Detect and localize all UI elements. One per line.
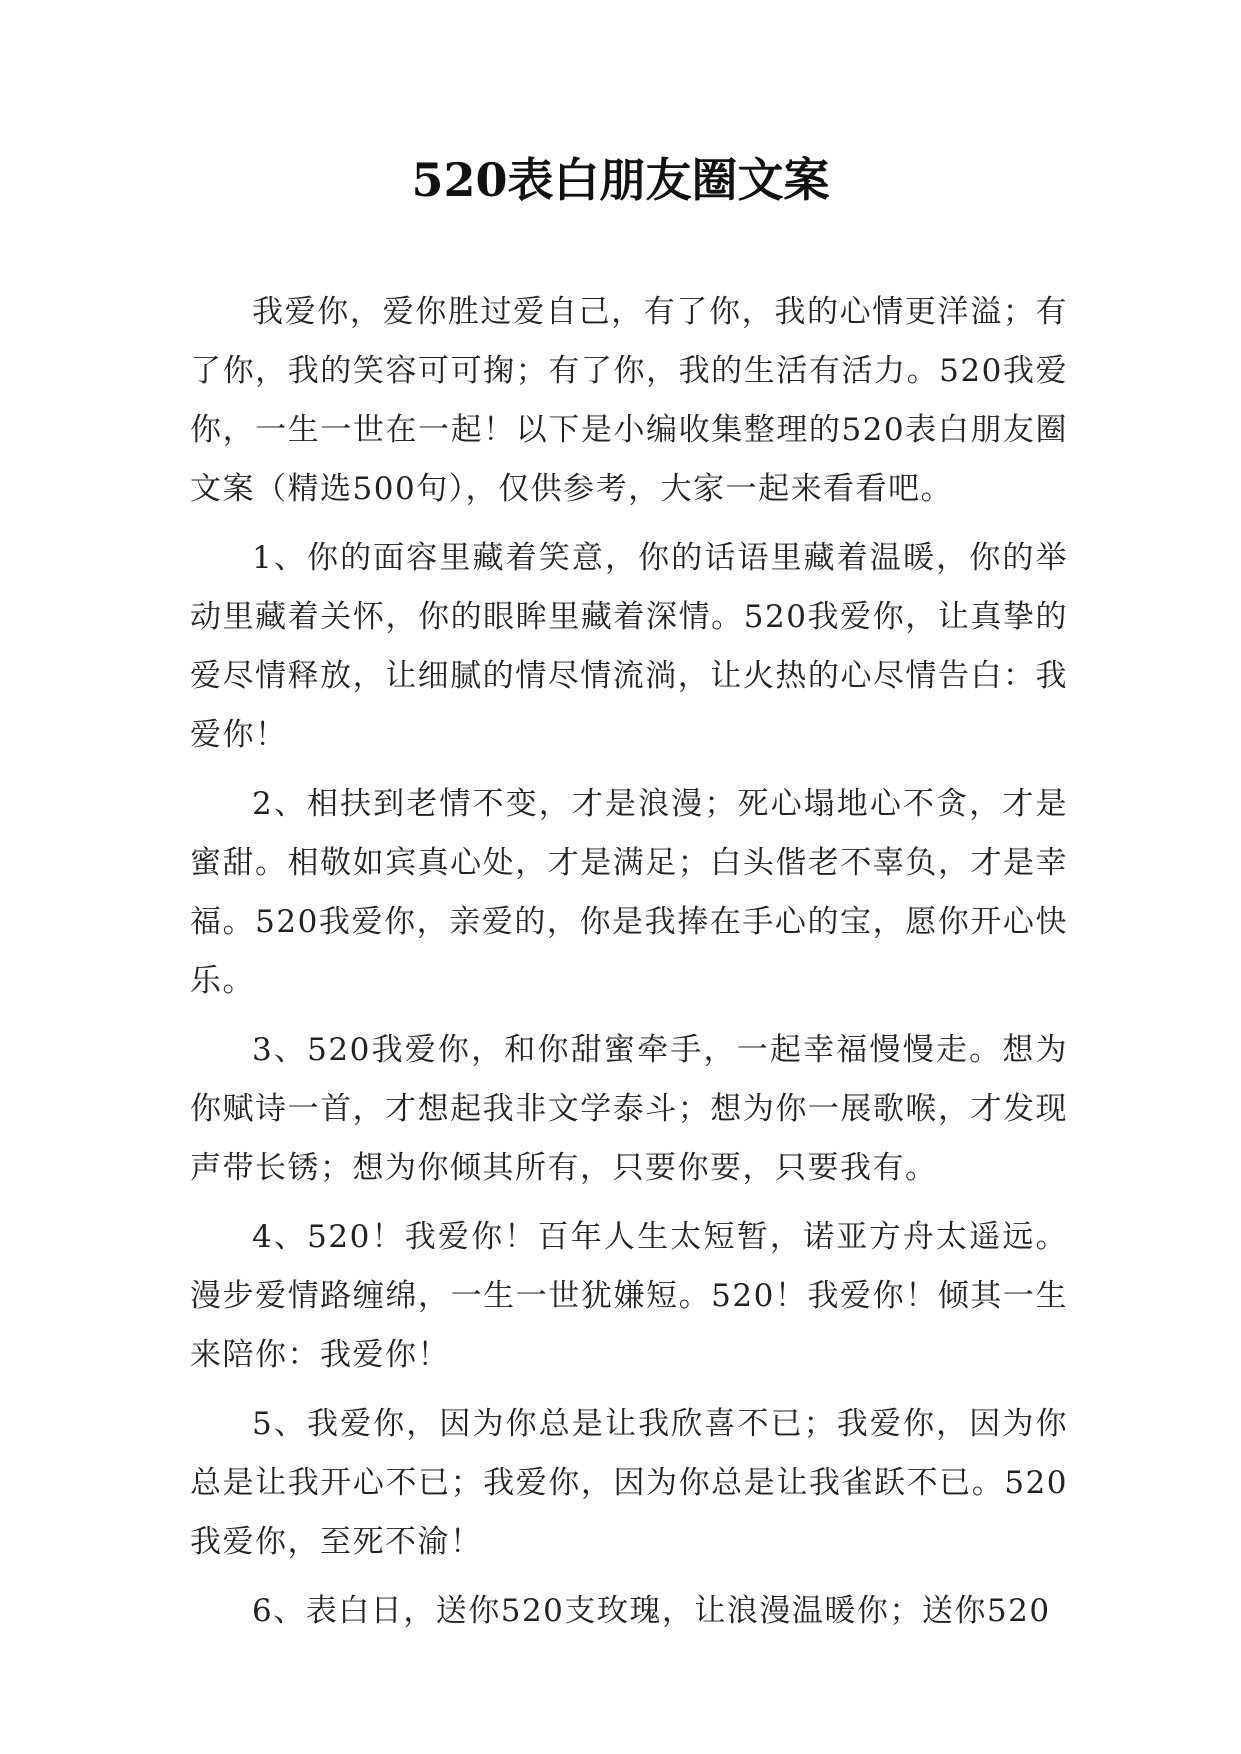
paragraph-item-5: 5、我爱你，因为你总是让我欣喜不已；我爱你，因为你总是让我开心不已；我爱你，因为你总是让我雀跃不已。520我爱你，至死不渝！: [190, 1406, 1068, 1560]
paragraph-item-4: 4、520！我爱你！百年人生太短暂，诺亚方舟太遥远。漫步爱情路缠绵，一生一世犹嫌短。520！我爱你！倾其一生来陪你：我爱你！: [190, 1219, 1068, 1373]
paragraph-item-6: 6、表白日，送你520支玫瑰，让浪漫温暖你；送你520: [252, 1593, 1051, 1629]
document-title: 520表白朋友圈文案: [411, 153, 830, 207]
paragraph-item-1: 1、你的面容里藏着笑意，你的话语里藏着温暖，你的举动里藏着关怀，你的眼眸里藏着深情。520我爱你，让真挚的爱尽情释放，让细腻的情尽情流淌，让火热的心尽情告白：我爱你！: [190, 540, 1068, 753]
paragraph-item-3: 3、520我爱你，和你甜蜜牵手，一起幸福慢慢走。想为你赋诗一首，才想起我非文学泰斗；想为你一展歌喉，才发现声带长锈；想为你倾其所有，只要你要，只要我有。: [190, 1032, 1068, 1186]
paragraph-item-2: 2、相扶到老情不变，才是浪漫；死心塌地心不贪，才是蜜甜。相敬如宾真心处，才是满足；白头偕老不辜负，才是幸福。520我爱你，亲爱的，你是我捧在手心的宝，愿你开心快乐。: [190, 786, 1068, 999]
document-body: [190, 283, 1068, 1651]
paragraph-intro: 我爱你，爱你胜过爱自己，有了你，我的心情更洋溢；有了你，我的笑容可可掬；有了你，我的生活有活力。520我爱你，一生一世在一起！以下是小编收集整理的520表白朋友圈文案（精选500句），仅供参考，大家一起来看看吧。: [190, 294, 1068, 507]
